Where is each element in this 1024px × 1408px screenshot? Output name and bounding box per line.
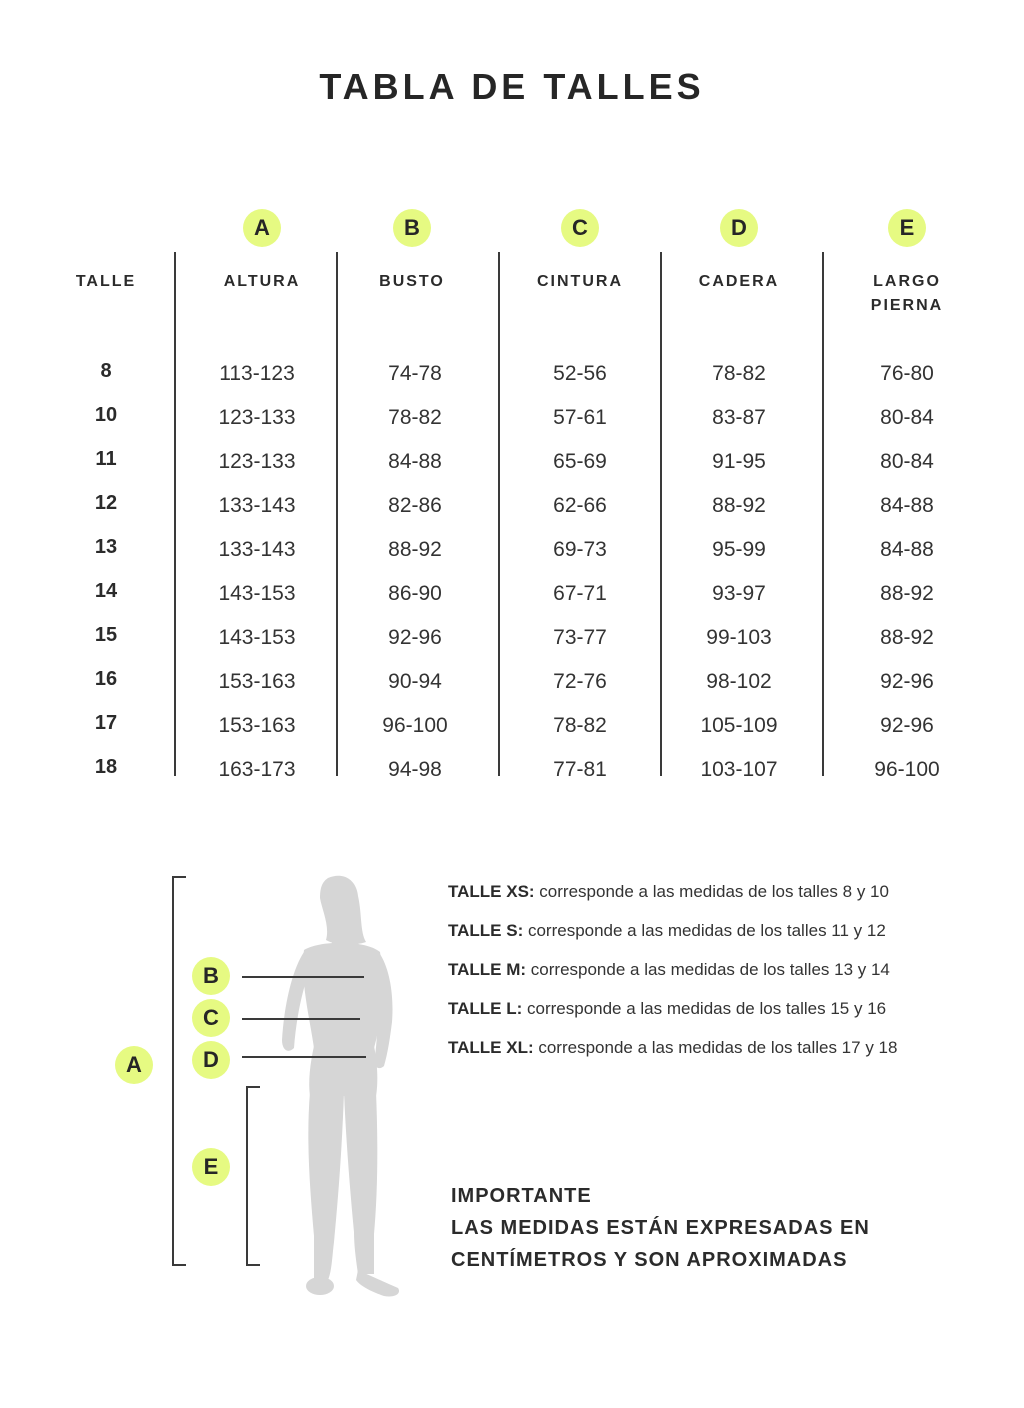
table-cell: 83-87: [712, 406, 766, 429]
label-b-badge: B: [192, 957, 230, 995]
table-cell: 76-80: [880, 362, 934, 385]
row-size-label: 17: [94, 712, 118, 734]
column-letter-badge: B: [393, 209, 431, 247]
size-note-text: corresponde a las medidas de los talles 15 y 16: [522, 999, 887, 1018]
table-cell: 84-88: [880, 494, 934, 517]
table-cell: 77-81: [553, 758, 607, 781]
size-note-text: corresponde a las medidas de los talles 17 y 18: [533, 1038, 898, 1057]
table-cell: 99-103: [706, 626, 772, 649]
table-cell: 92-96: [388, 626, 442, 649]
column-letter-badge: E: [888, 209, 926, 247]
table-cell: 82-86: [388, 494, 442, 517]
column-divider: [822, 252, 824, 776]
size-note-text: corresponde a las medidas de los talles 11 y 12: [523, 921, 886, 940]
table-cell: 80-84: [880, 450, 934, 473]
column-divider: [660, 252, 662, 776]
column-header: BUSTO: [379, 273, 445, 290]
column-header: ALTURA: [223, 273, 301, 290]
table-cell: 88-92: [880, 626, 934, 649]
column-header: LARGO PIERNA: [870, 273, 944, 314]
table-cell: 62-66: [553, 494, 607, 517]
table-cell: 78-82: [388, 406, 442, 429]
table-cell: 84-88: [880, 538, 934, 561]
table-cell: 98-102: [706, 670, 772, 693]
important-line-2: CENTÍMETROS Y SON APROXIMADAS: [451, 1249, 848, 1271]
woman-silhouette-icon: [270, 870, 420, 1310]
size-note: [448, 999, 886, 1019]
column-header: CINTURA: [537, 273, 623, 290]
column-letter-badge: A: [243, 209, 281, 247]
table-cell: 88-92: [388, 538, 442, 561]
row-size-label: 13: [94, 536, 118, 558]
table-cell: 78-82: [712, 362, 766, 385]
size-note-label: TALLE S:: [448, 921, 524, 940]
size-note-text: corresponde a las medidas de los talles 13 y 14: [526, 960, 890, 979]
height-bracket: [172, 876, 186, 1266]
size-column-header: TALLE: [75, 273, 137, 290]
hip-measure-line: [242, 1056, 366, 1058]
table-cell: 84-88: [388, 450, 442, 473]
important-heading: IMPORTANTE: [451, 1185, 592, 1207]
table-cell: 92-96: [880, 714, 934, 737]
table-cell: 88-92: [880, 582, 934, 605]
size-note-label: TALLE M:: [448, 960, 527, 979]
size-note-label: TALLE XS:: [448, 882, 535, 901]
table-cell: 88-92: [712, 494, 766, 517]
table-cell: 69-73: [553, 538, 607, 561]
bust-measure-line: [242, 976, 364, 978]
page-title: TABLA DE TALLES: [319, 66, 705, 107]
table-cell: 93-97: [712, 582, 766, 605]
table-cell: 78-82: [553, 714, 607, 737]
table-cell: 123-133: [218, 450, 296, 473]
size-note-label: TALLE XL:: [448, 1038, 534, 1057]
table-cell: 96-100: [382, 714, 448, 737]
row-size-label: 12: [94, 492, 118, 514]
column-letter-badge: C: [561, 209, 599, 247]
row-size-label: 10: [94, 404, 118, 426]
table-cell: 74-78: [388, 362, 442, 385]
row-size-label: 8: [100, 360, 112, 382]
row-size-label: 11: [95, 448, 117, 470]
waist-measure-line: [242, 1018, 360, 1020]
row-size-label: 14: [94, 580, 118, 602]
table-cell: 113-123: [219, 362, 295, 385]
table-cell: 73-77: [553, 626, 607, 649]
table-cell: 153-163: [218, 714, 296, 737]
label-e-badge: E: [192, 1148, 230, 1186]
important-line-1: LAS MEDIDAS ESTÁN EXPRESADAS EN: [451, 1217, 870, 1239]
table-cell: 80-84: [880, 406, 934, 429]
table-cell: 94-98: [388, 758, 442, 781]
leg-length-bracket: [246, 1086, 260, 1266]
column-divider: [336, 252, 338, 776]
table-cell: 52-56: [553, 362, 607, 385]
table-cell: 153-163: [218, 670, 296, 693]
size-note: [448, 1038, 897, 1058]
table-cell: 72-76: [553, 670, 607, 693]
row-size-label: 16: [94, 668, 118, 690]
size-note-text: corresponde a las medidas de los talles 8 y 10: [534, 882, 889, 901]
row-size-label: 15: [94, 624, 118, 646]
column-header: CADERA: [698, 273, 780, 290]
table-cell: 143-153: [218, 582, 296, 605]
table-cell: 92-96: [880, 670, 934, 693]
table-cell: 103-107: [700, 758, 778, 781]
table-cell: 96-100: [874, 758, 940, 781]
size-note: [448, 882, 889, 902]
size-note-label: TALLE L:: [448, 999, 523, 1018]
table-cell: 133-143: [218, 494, 296, 517]
label-c-badge: C: [192, 999, 230, 1037]
table-cell: 86-90: [388, 582, 442, 605]
column-divider: [498, 252, 500, 776]
size-note: [448, 960, 890, 980]
table-cell: 57-61: [553, 406, 607, 429]
table-cell: 105-109: [700, 714, 778, 737]
label-a-badge: A: [115, 1046, 153, 1084]
size-note: [448, 921, 886, 941]
column-divider: [174, 252, 176, 776]
column-letter-badge: D: [720, 209, 758, 247]
table-cell: 65-69: [553, 450, 607, 473]
table-cell: 90-94: [388, 670, 442, 693]
table-cell: 91-95: [712, 450, 766, 473]
table-cell: 123-133: [218, 406, 296, 429]
table-cell: 67-71: [553, 582, 607, 605]
table-cell: 163-173: [218, 758, 296, 781]
table-cell: 143-153: [218, 626, 296, 649]
table-cell: 133-143: [218, 538, 296, 561]
table-cell: 95-99: [712, 538, 766, 561]
row-size-label: 18: [94, 756, 118, 778]
label-d-badge: D: [192, 1041, 230, 1079]
